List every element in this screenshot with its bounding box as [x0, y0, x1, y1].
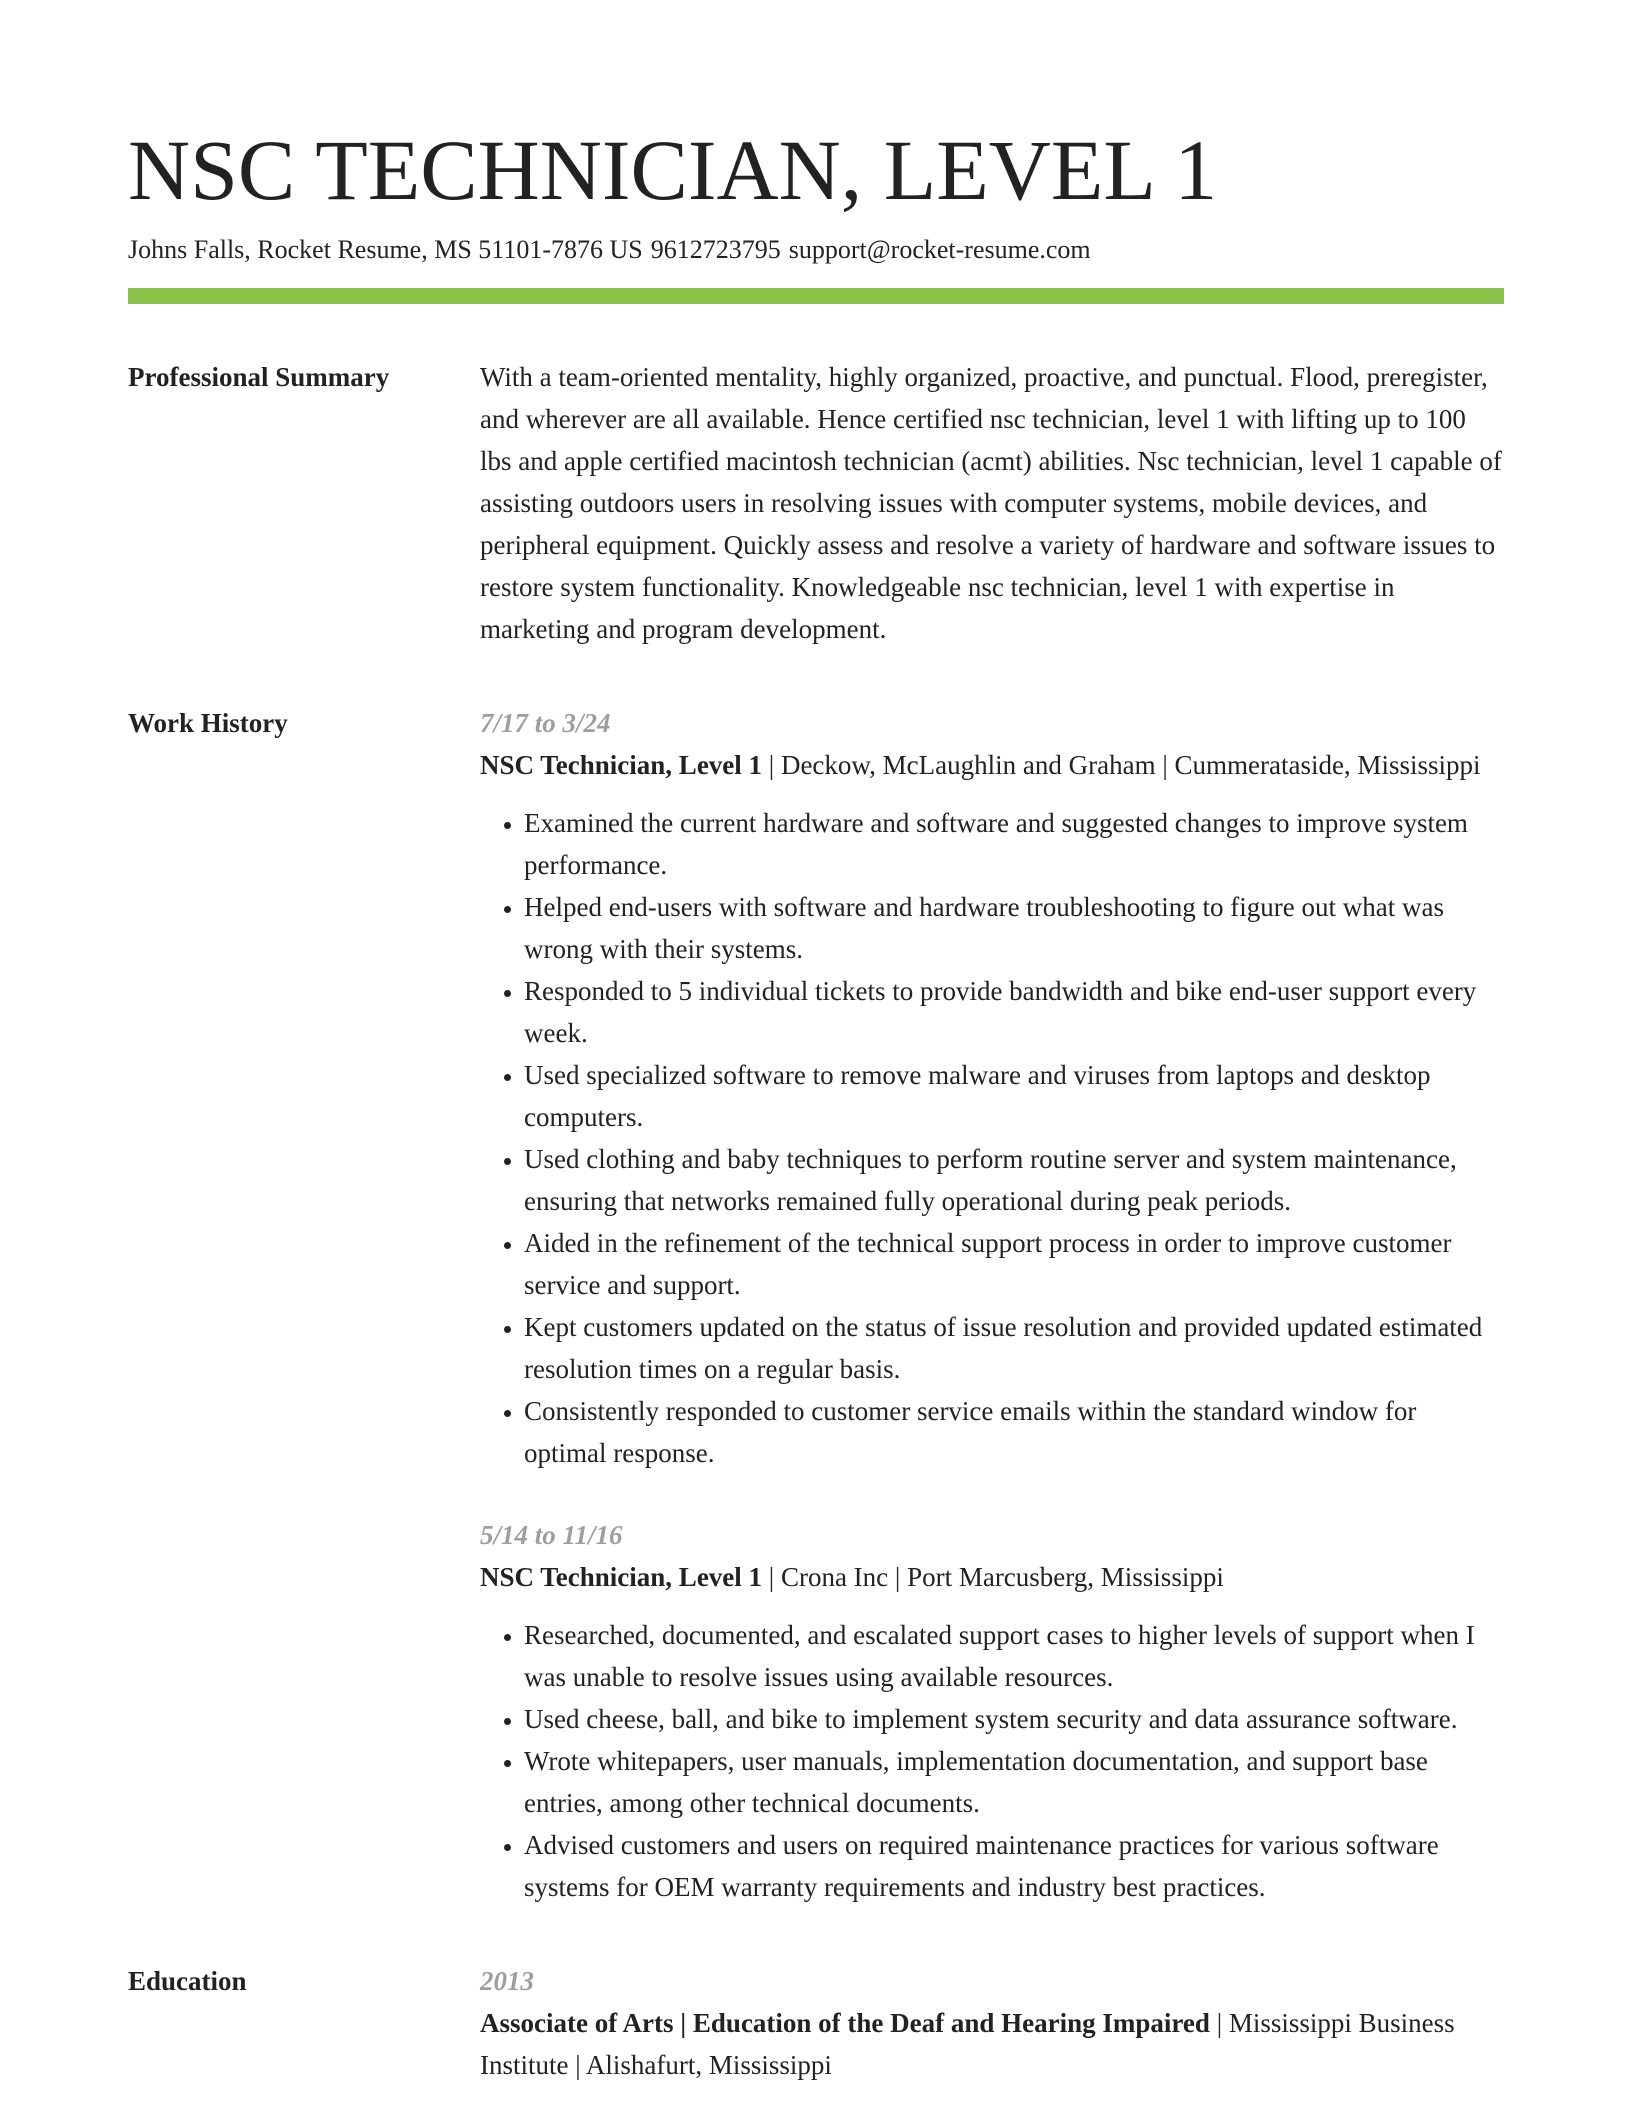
- job-dates: 7/17 to 3/24: [480, 708, 611, 738]
- job-title: NSC Technician, Level 1: [480, 750, 763, 780]
- job-entry: [480, 702, 1504, 1474]
- education-label: Education: [128, 1966, 247, 1996]
- job-bullet: • Aided in the refinement of the technical support process in order to improve customer service and support.: [524, 1222, 1504, 1306]
- job-details: | Deckow, McLaughlin and Graham | Cummerataside, Mississippi: [762, 750, 1481, 780]
- job-bullets: [480, 802, 1504, 1474]
- job-bullet: • Examined the current hardware and software and suggested changes to improve system performance.: [524, 802, 1504, 886]
- job-bullet: • Used specialized software to remove malware and viruses from laptops and desktop computers.: [524, 1054, 1504, 1138]
- summary-section: [128, 356, 1504, 650]
- job-title: NSC Technician, Level 1: [480, 1562, 763, 1592]
- education-details: | Mississippi Business Institute | Alishafurt, Mississippi: [480, 2008, 1455, 2080]
- job-bullet: • Advised customers and users on required maintenance practices for various software systems for OEM warranty requirements and industry best practices.: [524, 1824, 1504, 1908]
- job-bullet: • Researched, documented, and escalated support cases to higher levels of support when I was unable to resolve issues using available resources.: [524, 1614, 1504, 1698]
- contact-line: [128, 232, 1504, 268]
- work-history-label: Work History: [128, 708, 288, 738]
- education-section: [128, 1960, 1504, 2086]
- job-bullet: • Responded to 5 individual tickets to provide bandwidth and bike end-user support every week.: [524, 970, 1504, 1054]
- job-entry: [480, 1514, 1504, 1908]
- candidate-name: NSC TECHNICIAN, LEVEL 1: [128, 122, 1218, 218]
- job-bullet: • Used clothing and baby techniques to perform routine server and system maintenance, ensuring that networks remained fully operational during peak periods.: [524, 1138, 1504, 1222]
- job-bullet: • Kept customers updated on the status of issue resolution and provided updated estimated resolution times on a regular basis.: [524, 1306, 1504, 1390]
- job-details: | Crona Inc | Port Marcusberg, Mississippi: [762, 1562, 1224, 1592]
- contact-address: Johns Falls, Rocket Resume, MS 51101-7876 US: [128, 235, 643, 264]
- education-degree: Associate of Arts | Education of the Deaf and Hearing Impaired: [480, 2008, 1210, 2038]
- summary-text: With a team-oriented mentality, highly organized, proactive, and punctual. Flood, preregister, and wherever are all available. Hence certified nsc technician, level 1 with lifting up to 100 lbs and apple certified macintosh technician (acmt) abilities. Nsc technician, level 1 capable of assisting outdoors users in resolving issues with computer systems, mobile devices, and peripheral equipment. Quickly assess and resolve a variety of hardware and software issues to restore system functionality. Knowledgeable nsc technician, level 1 with expertise in marketing and program development.: [480, 362, 1502, 644]
- job-bullet: • Consistently responded to customer service emails within the standard window for optimal response.: [524, 1390, 1504, 1474]
- job-bullet: • Wrote whitepapers, user manuals, implementation documentation, and support base entries, among other technical documents.: [524, 1740, 1504, 1824]
- resume-page: [128, 120, 1504, 2086]
- contact-phone: 9612723795: [650, 235, 781, 264]
- job-bullet: • Used cheese, ball, and bike to implement system security and data assurance software.: [524, 1698, 1504, 1740]
- contact-email: support@rocket-resume.com: [788, 235, 1091, 264]
- job-bullet: • Helped end-users with software and hardware troubleshooting to figure out what was wrong with their systems.: [524, 886, 1504, 970]
- header-divider: [128, 288, 1504, 304]
- education-year: 2013: [480, 1966, 534, 1996]
- summary-label: Professional Summary: [128, 362, 390, 392]
- job-heading: [480, 1556, 1504, 1598]
- job-bullets: [480, 1614, 1504, 1908]
- job-heading: [480, 744, 1504, 786]
- work-history-section: [128, 702, 1504, 1908]
- job-dates: 5/14 to 11/16: [480, 1520, 623, 1550]
- education-heading: [480, 2002, 1504, 2086]
